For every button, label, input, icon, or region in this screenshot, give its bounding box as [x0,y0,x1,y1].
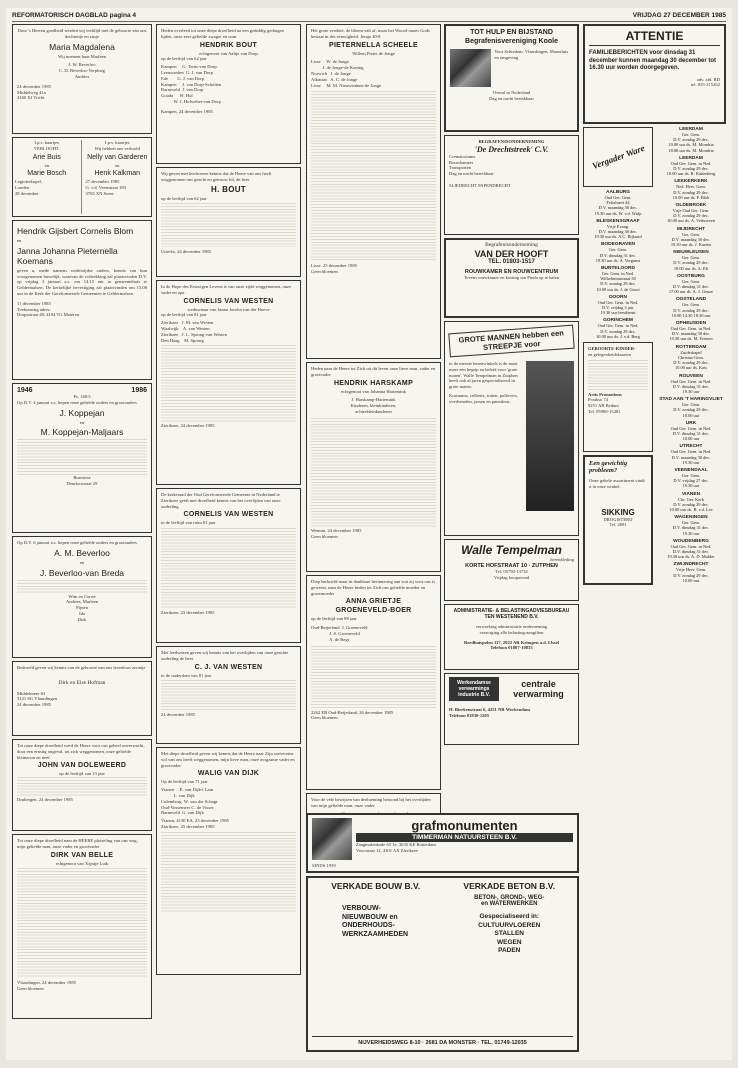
church-detail: Oud Ger. Gem. in Ned. D.V. zondag 29 dec. 10.00 uur ds. R. Kattenberg [666,160,716,177]
ad-right-body: BETON-, GROND-, WEG- en WATERWERKEN [474,895,545,907]
church-item [656,156,726,177]
church-detail: Oud Ger. Gem. in Ned. D.V. dinsdag 31 dec. 10.00 uur [670,425,712,442]
ad-sikking [583,455,653,585]
notice-intro: Heden nam de Heere tot Zich uit dit leven onze lieve man, vader en grootvader [311,366,436,377]
church-detail: Ger. Gem. D.V. dinsdag 31 dec. 17.00 uur ds. A. J. Geuze [668,278,714,295]
notice-sub: in de leeftijd van ruim 81 jaar [161,520,216,526]
church-detail: Vrije Evang. D.V. maandag 30 dec. 19.30 uur ds. A.C. Bijlaard [594,223,642,240]
notice-intro: Tot onze diepe droefheid werd de Heere voor ons geheel onverwacht, door een ernstig ongeval, tot zich weggenomen, onze geliefde kleinzoon en neef [17,743,145,760]
church-item [656,179,726,200]
ad-body: verwerking administratie onderneming verzorging alle belasting-aangiften [475,624,548,635]
jubilee-intro: Op D.V. 4 januari a.s. hopen onze geliefde ouders en grootouders [17,399,137,405]
engagement-right-b: Henk Kalkman [94,170,141,178]
notice-name-b: Janna Johanna Pieternella Koemans [17,245,118,266]
church-name: MIJDRECHT [677,226,705,232]
notice-sub: Willem Pieter de Jonge [352,50,395,56]
vergader-logo [583,127,653,187]
notice-text-lines [161,203,296,247]
church-detail: Ger. Gem. D.V. zondag 29 dec. 10.00 14.30 18.30 uur [671,302,711,318]
notice-age: op de leeftijd van 62 jaar [161,56,207,62]
church-name: LEERDAM [679,155,703,161]
ad-columns [312,881,573,956]
church-item [656,297,726,318]
ad-right-title: VERKADE BETON B.V. [463,881,556,891]
ad-name: Artis Promotions [588,391,622,397]
jubilee-foot: Bruinisse Deurloostraat 29 [66,475,98,487]
ad-top: Begrafenisonderneming [485,242,538,248]
church-name: VIANEN [681,491,701,497]
ad-text-lines [588,360,648,390]
notice-name: Maria Magdalena [49,41,115,52]
notice-foot: Vianen, 4130 EA, 25 december 1985 Zierikzee, 25 december 1985 [161,818,229,829]
notice-name: HENDRIK HARSKAMP [333,379,414,387]
ad-text [449,361,523,511]
engagement-right-foot: 27 december 1985 G. v.d. Veenstraat 183 3765 XN Soest [85,179,126,196]
notice-intro: Tot onze diepe droefheid nam de HEERE plotseling van ons weg, mijn geliefde man, onze vader en grootvader [17,838,138,849]
church-detail: Ger. Gem. in Ned. Wilhelminastraat 30 D.V. zondag 29 dec. 10.00 uur ds. J. de Groot [596,271,640,292]
engagement-left-a: Arie Buis [32,153,61,161]
church-name: BUNTELOORD [601,266,635,272]
church-name: NIEUWLEUSEN [673,250,709,256]
ad-logo: Werkendamse verwarmings industrie B.V. [449,677,499,701]
engagement-right-a: Nelly van Garderen [87,153,148,161]
obituary-cjvw [156,646,301,744]
notice-hofman [12,661,152,736]
notice-text-lines [311,646,436,710]
notice-intro: Het grote verdriet, de bloem valt af, maar het Woord onzes Gods bestaat in der eeuwigheid. Jesaja 40:8 [311,28,430,39]
ad-title: centrale verwarming [513,679,564,699]
notice-foot: 11 december 1985 Toekomstig adres: Dorpsstraat 48, 4194 TG Meteren [17,300,80,318]
obituary-walig [156,747,301,975]
church-item [583,219,653,240]
column-3 [306,24,441,858]
church-item [583,266,653,292]
engagement-left-b: Marie Bosch [27,170,67,178]
church-name: WAGENINGEN [674,515,708,521]
engagement-left-foot: Leginterkopel, Londen 28 december [15,179,42,196]
notice-foot: Drubergen, 24 december 1985 [17,797,73,803]
church-name: ROTTERDAM [675,344,707,350]
engagement-left [15,140,82,214]
notice-text-lines [17,777,147,797]
notice-sub: weduwnaar van Janna Jacoba van der Hoeve [187,306,270,312]
ad-body-row [449,361,574,511]
masthead-left: REFORMATORISCH DAGBLAD pagina 4 [12,12,136,19]
church-detail: Ger. Gem. D.V. dinsdag 31 dec. 19.30 uur ds. A. Vergunst [595,247,641,263]
notice-text-lines [161,345,296,423]
church-detail: Oud Ger. Gem. in Ned. D.V. zondag 29 dec. 10.00 uur ds. J. v.d. Berg [596,323,640,339]
jubilee-ref: Ps. 148:5 [73,394,91,399]
notice-foot: Lisse, 25 december 1985 Geen bloemen [311,263,357,275]
notice-foot: Wenum, 24 december 1985 Geen bloemen [311,527,362,539]
ad-headline: GROTE MANNEN hebben een STREEPJE voor [448,325,574,358]
notice-name: JOHN VAN DOLEWEERD [37,762,127,770]
church-detail: Oud Ger. Gem. in Ned. D.V. maandag 30 dec. 19.30 uur ds. M. Friesen [669,326,713,342]
notice-name: DIRK VAN BELLE [50,851,114,859]
church-item [656,127,726,153]
jubilee-years [17,387,147,394]
church-column-1 [583,127,653,588]
ad-text [356,818,573,860]
notice-foot: Zierikzee, 23 december 1985 [161,610,215,616]
jubilee-year-left: 1946 [17,387,33,394]
ad-body: en gelegenheidskaarten [588,351,631,357]
notice-foot: 24 december 1985 [161,712,195,718]
notice-foot: Middelmeer 63 3121 SG Vlaardingen 24 december 1985 [17,690,57,708]
notice-family: Zierikzee J. M. van Westen Waalwijk A. van Westen Zierikzee J. L. Sprong-van Westen Den Haag M. Sprong [161,320,227,343]
notice-family: J. Harskamp-Hartemink Kinderen, kleinkinderen, achterkleinkinderen [350,397,397,414]
ad-body-2: Kostuums, colberts, truien, pullovers, overhemden, jassen en pantalons. [449,392,519,404]
notice-text-lines [311,418,436,528]
church-item [583,295,653,316]
ad-administratie [444,604,579,670]
notice-intro: Bedroefd geven wij kennis van de geboorte van ons levenloos zoontje [17,665,146,670]
church-item [656,203,726,224]
ad-phone: TEL. 01803-1517 [488,258,535,265]
notice-foot: Utrecht, 24 december 1985 [161,249,212,255]
church-name: STAD AAN 'T HARINGVLIET [659,397,723,403]
notice-intro: Heden overleed tot onze diepe droefheid na een geduldig gedragen lijden, onze zeer geliefde zwager en oom [161,28,284,39]
ad-left-title: VERKADE BOUW B.V. [331,881,421,891]
notice-sub: echtgenoot van Trijntje Luik [55,860,109,866]
notice-sub: Op de leeftijd van 71 jaar [161,779,208,785]
notice-foot: Vlaardingen, 24 december 1985 Geen bloemen [17,980,76,992]
jubilee-name-b: M. Koppejan-Maljaars [40,427,124,438]
masthead-right: VRIJDAG 27 DECEMBER 1985 [632,12,726,19]
birth-notice-maria [12,24,152,134]
notice-en: en [79,559,85,565]
church-name: OOSTELAND [675,297,707,303]
ad-foot: SLIEDRECHT PAPENDRECHT [449,182,511,188]
church-name: URK [685,420,697,426]
church-item [656,421,726,442]
ad-title: ADMINISTRATIE- & BELASTINGADVIESBUREAU TEN WESTENEND B.V. [453,608,570,620]
notice-name: WALIG VAN DIJK [197,770,260,778]
notice-foot: Zierikzee, 24 december 1985 [161,423,215,429]
ad-since: SINDS 1939 [312,863,336,869]
ad-item: Rouwkamers [449,159,474,165]
ad-walle-tempelman [444,539,579,601]
logo-text: Vergader Ware [590,142,646,172]
notice-name: H. BOUT [211,184,246,194]
ad-body-row [449,677,574,701]
notice-foot: Wim en Corrie Andries, Marleen Pijnen Ida Dirk [65,593,99,622]
notice-text-lines [311,91,436,261]
church-name: OOSTBURG [677,273,705,279]
ad-body: FAMILIEBERICHTEN voor dinsdag 31 december kunnen maandag 30 december tot 16.30 uur worden doorgegeven. [589,50,717,71]
ad-foot: adv. afd. RD tel. 055-215262 [690,76,720,88]
church-detail: Ger. Gem. D.V. zondag 29 dec. 10.00 uur ds. M. Mondria 18.00 uur ds. M. Mondria [668,132,714,153]
church-name: DOORN [609,294,627,300]
obituary-hbout-2 [156,167,301,277]
ad-title: Een gewichtig probleem? [589,460,628,475]
engagement-right-en: en [115,162,120,168]
ad-title: grafmonumenten [411,818,518,833]
notice-sub: in de ouderdom van 81 jaar [161,672,212,678]
jubilee-text-lines [17,439,147,475]
ad-address: KORTE HOFSTRAAT 10 · ZUTPHEN [465,562,558,569]
ad-drechtstreek [444,135,579,235]
ad-verkade [306,876,579,1052]
church-name: BLESKENSGRAAF [596,218,640,224]
notice-body: geven u, mede namens wederzijdse ouders, kennis van hun voorgenomen huwelijk, waarvan de voltrekking zal plaatsvinden D.V. op vrijdag 3 januari a.s. om 14.15 uur in gemeentehuis te Geldermalsen. De kerkelijke bevestiging zal plaatsvinden om 15.00 uur in de Kerk der Gereformeerde Gemeenten te Geldermalsen. [17,267,147,296]
church-detail: Ger. Gem. D.V. maandag 30 dec. 19.30 uur ds. J. Karens [670,231,712,248]
church-name: LEKKERKERK [674,179,708,185]
ad-address: Reedhuispolen 117, 2922 AR Krimpen a.d. IJssel Telefoon 01807-10833 [463,639,560,651]
notice-family: Vianen E. van Dijk-t Lam L. van Dijk Culemborg W. van der Schagt Oud-Vossemeer C. de Visser Barneveld G. van Dijk [161,787,218,816]
church-name: WOUDENBERG [673,538,709,544]
obituary-john [12,739,152,831]
obituary-harskamp [306,362,441,572]
church-item [656,227,726,248]
ad-phone: Tel: 05750-13732 [495,568,528,574]
ad-top: BEGRAFENISONDERNEMING [478,139,545,144]
ad-geboortekaarten [583,342,653,452]
notice-text-lines [17,580,147,594]
church-detail: Ger. Gem. D.V. dinsdag 31 dec. 19.30 uur [672,520,710,536]
notice-foot: 2262 EB Oud-Beijerland, 26 december 1985 Geen bloemen [311,709,394,721]
notice-text-lines [161,528,296,608]
wedding-notice-blom [12,220,152,380]
church-item [656,492,726,513]
ad-body: Onze gehele assortiment vindt u in onze winkel. [589,478,645,489]
church-name: OPHEUSDEN [675,321,707,327]
church-detail: Oud Ger. Gem. in Ned. D.V. vrijdag 3 jan. 19.30 uur leesdienst [597,299,639,316]
notice-foot: Kampen, 24 december 1985 [161,108,213,114]
jubilee-en: en [79,419,85,425]
notice-date: 24 december 1985 Middelweg 41a 4160 XJ Tricht [17,83,51,101]
ad-left [312,881,440,956]
church-name: OLDEBROEK [675,203,707,209]
church-item [656,345,726,371]
notice-name: Dirk en Else Hofman [58,679,106,686]
notice-intro: In de Hope des Eeuwigen Levens is van onze zijde weggenomen, onze vader en opa [161,284,292,295]
church-services [583,127,726,588]
ad-attentie [583,24,726,124]
notice-sub: op de leeftijd van 62 jaar [161,195,207,201]
notice-name: ANNA GRIETJE [345,598,402,606]
church-detail: Vrije Oud Ger. Gem. D.V. zondag 29 dec. 10.00 uur ds. A. Verhoeven [667,208,715,224]
church-name: ZWIJNDRECHT [673,562,709,568]
ad-foot: Overal in Nederland Dag en nacht bereikbaar [489,90,534,101]
church-item [656,374,726,395]
notice-family: Lisse W. de Jonge J. de Jonge-de Koning Norwich J. de Jonge Alkmaar A. C. de Jonge Lisse M. M. Nieuwenhuis-de Jonge [311,59,382,88]
church-item [656,397,726,418]
notice-intro: Met leedwezen geven wij kennis van het overlijden van onze geachte ouderling de heer [161,650,289,661]
notice-en: en [17,238,22,243]
notice-name: CORNELIS VAN WESTEN [183,511,274,519]
notice-name-b: J. Beverloo-van Breda [39,567,125,578]
church-detail: Oud Ger. Gem. in Ned. D.V. dinsdag 31 dec. 19.30 uur [670,378,712,394]
ad-van-der-hooft [444,238,579,318]
notice-name-a: A. M. Beverloo [54,547,110,558]
church-detail: Ned. Herv. Gem. D.V. zondag 29 dec. 10.00 uur ds. P. Blok [672,184,710,200]
engagement-right-top: I.p.v. kaartjes Wij hebben ons verloofd [94,140,140,151]
column-5 [583,24,726,588]
notice-intro: De kerkeraad der Oud Gereformeerde Gemeente in Nederland te Zierikzee geeft met droefheid kennis van het overlijden van onze ouderling [161,492,281,509]
church-detail: Chr. Ger. Kerk D.V. zondag 29 dec. 10.00 uur ds. B. v.d. Lee [669,496,713,512]
notice-sub: op de leeftijd van 88 jaar [311,616,357,622]
notice-sub: op de leeftijd van 13 jaar [59,771,105,777]
notice-family: Oud-Beijerland J. Groeneveld J. S. Groeneveld A. de Regt [311,625,368,642]
column-4 [444,24,579,748]
notice-name: PIETERNELLA SCHEELE [328,41,419,49]
church-item [656,515,726,536]
ad-right [446,881,574,956]
ad-sub: Vrijdag koopavond [493,574,530,580]
ad-right-list: Gespecialiseerd in: CULTUURVLOEREN STALLEN WEGEN PADEN [478,913,541,954]
ad-title: ATTENTIE [589,29,720,46]
church-item [583,318,653,339]
church-name: LEERDAM [679,127,703,132]
ad-hulp-bijstand [444,24,579,132]
notice-text-lines [161,680,296,710]
church-detail: Oud Ger. Gem. Felixhaert 44 D.V. maandag 30 dec. 19.30 uur ds. W. v.d. Wulp [594,195,642,216]
ad-body: Zaagmolenkade 63 1e, 3035 KE Rotterdam Voorstraat 12, 4301 AX Zierikzee [356,842,436,853]
masthead [12,10,726,22]
ad-title: GEBOORTE-KINDER- [588,346,636,352]
church-item [583,242,653,263]
notice-sub: echtgenoot van Aaltje van Dorp [199,50,258,56]
newspaper-page [6,8,732,1060]
notice-name: C. J. VAN WESTEN [194,663,263,671]
notice-text-lines [161,832,296,912]
ad-logo: Walle Tempelman [461,543,562,557]
church-item [656,562,726,583]
jubilee-name-a: J. Koppejan [59,407,105,418]
church-name: VEENENDAAL [674,467,708,473]
ad-body: Voor Schiedam, Vlaardingen, Maassluis en omgeving [494,49,569,60]
ad-werkendamse [444,673,579,745]
notice-parents: J. W. Beverloo C. D. Beverloo-Verploeg Andries [59,62,105,79]
notice-intro: Met diepe droefheid geven wij kennis dat de Heere naar Zijn soevereine wil van ons heeft weggenomen, mijn lieve man, onze zorgzame vader en grootvader [161,751,295,768]
jubilee-year-right: 1986 [131,387,147,394]
ad-address: Postbus 74 9251 AB Bedum Tel. 05900-15281 [588,397,621,415]
notice-intro: Voor de vele bewijzen van deelneming betoond bij het overlijden van mijn geliefde man, onze vader [311,797,431,808]
notice-family: Kampen G. Terns-van Dorp Leeuwarden G. J. van Dorp Ede G. J. van Dorp Kampen J. van Dorp-Scholten Barneveld J. van Dorp Gouda H. Hol W. J. Hofweber-van Dorp [161,64,222,104]
ad-sub: ROUWKAMER EN ROUWCENTRUM [464,268,559,275]
church-item [656,539,726,560]
ad-left-body: VERBOUW- NIEUWBOUW en ONDERHOUDS- WERKZAAMHEDEN [342,905,409,938]
church-column-2 [656,127,726,588]
ad-grafmonumenten [306,813,579,873]
column-2 [156,24,301,978]
church-name: AALBURG [606,190,630,195]
notice-intro: Op D.V. 6 januari a.s. hopen onze geliefde ouders en grootouders [17,540,137,545]
engagement-left-top: I.p.v. kaartjes VERLOOFD: [33,140,60,151]
man-figure-image [526,361,574,511]
building-image [450,49,491,87]
church-item [656,321,726,342]
notice-text-lines [17,868,147,978]
obituary-hbout [156,24,301,164]
ad-body-row [450,49,573,87]
notice-sub: Wij noemen haar Marleen [58,53,106,59]
ad-item: Crematoriums [449,153,476,159]
ad-item-list [449,154,574,177]
ad-item: Transporten [449,165,472,171]
church-detail: Vrije Herv. Gem. D.V. zondag 29 dec. 10.00 uur [673,567,709,583]
church-detail: Ger. Gem. D.V. zondag 29 dec. 10.00 uur [673,402,709,418]
church-item [656,468,726,489]
obituary-pieternella [306,24,441,359]
notice-intro: Wij geven met leedwezen kennis dat de Heere van ons heeft weggenomen ons geacht en getrouw lid, de heer [161,171,272,182]
obituary-anna [306,575,441,790]
notice-name-2: GROENEVELD-BOER [335,607,412,615]
ad-name: SIKKING [601,507,635,517]
jubilee-koppejan [12,383,152,533]
church-detail: Ger. Gem. D.V. zondag 29 dec. 10.00 uur ds. A. Elt [673,255,709,271]
church-name: UTRECHT [679,444,703,450]
jubilee-beverloo [12,536,152,658]
engagement-pair [12,137,152,217]
ad-title: TOT HULP EN BIJSTAND Begrafenisvereniging Koole [465,29,558,45]
ad-foot: NIJVERHEIDSWEG 8-10 · 2681 DA MONSTER · TEL. 01749-12035 [312,1036,573,1046]
engagement-right [86,140,150,214]
ad-company: TIMMERMAN NATUURSTEEN B.V. [356,833,573,842]
ad-name: VAN DER HOOFT [474,248,549,259]
ad-grote-mannen [444,321,579,536]
column-1 [12,24,152,1022]
church-item [656,444,726,465]
ad-foot: Tevens rouwkamer en kosting om Pinda op te halen [463,274,560,280]
notice-name-a: Hendrik Gijsbert Cornelis Blom [17,226,134,236]
ad-body: in de meeste herenwinkels is de maat meer een begrip en beleid voor 'grote maten'. Walle Tempelman in Zutphen heeft ook al jaren gespecialiseerd in grote maten. [449,361,518,390]
monument-image [312,818,352,860]
church-detail: Oud Ger. Gem. in Ned. D.V. dinsdag 31 dec. 19.30 uur ds. A. D. Mulder [667,543,715,560]
notice-intro: Door 's Heeren goedheid werden wij verblijd met de geboorte van ons dochtertje en zusje [17,28,147,39]
church-item [656,250,726,271]
church-detail: Ger. Gem. D.V. vrijdag 27 dec. 19.30 uur [673,472,709,489]
notice-name: CORNELIS VAN WESTEN [183,297,274,305]
notice-name: HENDRIK BOUT [199,41,258,49]
church-detail: Zuiderkapel Christus-Gem. D.V. zondag 29 dec. 10.00 uur ds. Kats [673,349,709,371]
obituary-cornelis-2 [156,488,301,643]
church-item [583,190,653,216]
notice-intro: Diep bedroefd maar in dankbare herinnering aan wat zij voor ons is geweest, nam de Heere heden tot Zich ons geliefde moeder en grootmoeder [311,579,436,596]
obituary-dirk [12,834,152,1019]
ad-tag: herenkleding [550,557,574,562]
notice-age: op de leeftijd van 81 jaar [161,312,207,318]
ad-address: H. Bierkenstraat 6, 4251 NR Werkendam Telefoon 01830-1205 [449,707,530,718]
church-name: GORINCHEM [603,318,633,324]
church-detail: Oud Ger. Gem. in Ned. D.V. maandag 30 dec. 19.30 uur [670,449,712,465]
ad-item: Dag en nacht bereikbaar [449,171,494,177]
notice-sub: echtgenoot van Johanna Hartemink [341,388,406,394]
engagement-left-en: en [44,162,49,168]
ad-name: 'De Drechtstreek' C.V. [474,144,549,154]
church-name: BODEGRAVEN [600,242,636,248]
church-name: ROUVEEN [679,373,703,379]
ad-body-row [312,818,573,860]
obituary-cornelis [156,280,301,485]
ad-foot: DROGISTERIJ Tel. 2091 [603,516,633,528]
church-item [656,274,726,295]
